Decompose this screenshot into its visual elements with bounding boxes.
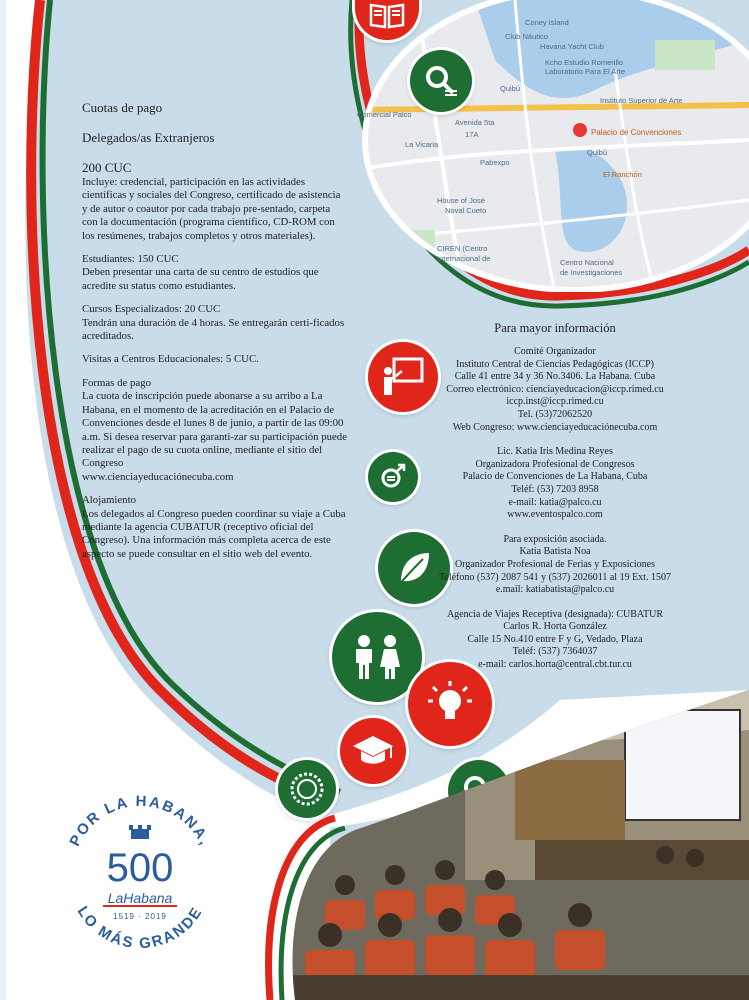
contact-web[interactable]: www.eventospalco.com: [507, 509, 603, 521]
map-label: CIREN (Centro: [437, 244, 488, 253]
contact-phone: Teléf: (53) 7203 8958: [511, 483, 599, 495]
contact-line: Lic. Katia Iris Medina Reyes: [497, 446, 613, 458]
contact-line: Agencia de Viajes Receptiva (designada): CUBATUR: [446, 608, 664, 620]
contact-line: Organizadora Profesional de Congresos: [475, 458, 635, 470]
map-label: 17A: [465, 130, 479, 139]
contact-web[interactable]: Web Congreso: www.cienciayeducaciónecuba.com: [452, 421, 658, 433]
courses-title: Cursos Especializados: 20 CUC: [82, 303, 221, 316]
contact-section: [430, 320, 680, 672]
contact-phone: Teléf: (537) 7364037: [512, 646, 598, 658]
map-label-venue: Palacio de Convenciones: [591, 128, 682, 137]
teacher-icon: [368, 342, 438, 412]
map-label: House of José: [437, 196, 485, 205]
conference-photo-graphic: [265, 690, 749, 1000]
logo-city: LaHabana: [107, 890, 173, 906]
contact-email[interactable]: e-mail: katia@palco.cu: [508, 496, 602, 508]
contact-line: Carlos R. Horta González: [503, 621, 607, 633]
gender-icon: [368, 452, 418, 502]
payment-title: Formas de pago: [82, 376, 151, 389]
map-label: La Vicaria: [405, 140, 439, 149]
map-label: Comercial Palco: [357, 110, 412, 119]
logo-years: 1519 · 2019: [113, 912, 167, 921]
contact-phone: Teléfono (537) 2087 541 y (537) 2026011 al 19 Ext. 1507: [439, 571, 671, 583]
map-label: El Ranchón: [603, 170, 642, 179]
fees-title: Cuotas de pago: [82, 100, 163, 115]
svg-text:POR LA HABANA,: [66, 793, 213, 849]
map-label: Instituto Superior de Arte: [600, 96, 683, 105]
contact-line: Palacio de Convenciones de La Habana, Cuba: [462, 471, 648, 483]
lodging-description: Los delegados al Congreso pueden coordinar su viaje a Cuba mediante la agencia CUBATUR (receptivo oficial del Congreso). Una información más completa acerca de este aspecto se puede consultar en el sitio web del evento.: [82, 507, 346, 560]
contact-block-palco: [430, 446, 680, 522]
castle-icon: [129, 825, 151, 839]
conference-photo: [265, 690, 749, 1000]
map-label: Coney Island: [525, 18, 569, 27]
delegates-description: Incluye: credencial, participación en las actividades científicas y sociales del Congreso, certificado de asistencia y de autor o coautor por cada trabajo pre-sentado, carpeta con la documentación (programa científico, CD-ROM con los resúmenes, trabajos completos y otros materiales).: [82, 176, 341, 242]
lodging-title: Alojamiento: [82, 494, 136, 507]
contact-block-organizing-committee: [430, 346, 680, 434]
contact-email[interactable]: e.mail: katiabatista@palco.cu: [495, 584, 615, 596]
logo-bottom-text: LO MÁS GRANDE: [73, 903, 207, 953]
map-label: Centro Nacional: [560, 258, 614, 267]
map-label: Havana Yacht Club: [540, 42, 604, 51]
contact-phone: Tel. (53)72062520: [517, 408, 593, 420]
map-label: Quibú: [587, 148, 608, 157]
students-title: Estudiantes: 150 CUC: [82, 253, 179, 266]
search-icon: [410, 50, 472, 112]
students-description: Deben presentar una carta de su centro de estudios que acredite su status como estudiantes.: [82, 266, 319, 292]
contact-email[interactable]: e-mail: carlos.horta@central.cbt.tur.cu: [478, 659, 632, 671]
map-label: Quibú: [500, 84, 521, 93]
contact-line: Calle 15 No.410 entre F y G, Vedado, Plaza: [467, 633, 643, 645]
map-label: Noval Cueto: [445, 206, 487, 215]
map-label: Club Náutico: [505, 32, 548, 41]
visits-fee: Visitas a Centros Educacionales: 5 CUC.: [82, 353, 259, 366]
contact-email[interactable]: Correo electrónico: cienciayeducacion@iccp.rimed.cu: [446, 383, 664, 395]
contact-line: Instituto Central de Ciencias Pedagógicas (ICCP): [455, 358, 655, 370]
logo-number: 500: [106, 846, 174, 890]
info-heading: Para mayor información: [494, 321, 616, 335]
payment-url[interactable]: www.cienciayeducaciónecuba.com: [82, 470, 234, 483]
map-label: Internacional de: [437, 254, 491, 263]
contact-email[interactable]: iccp.inst@iccp.rimed.cu: [506, 396, 604, 408]
contact-block-cubatur: [430, 609, 680, 672]
location-map[interactable]: [355, 0, 749, 292]
courses-description: Tendrán una duración de 4 horas. Se entregarán certi-ficados acreditados.: [82, 316, 345, 343]
map-label: de Investigaciones: [560, 268, 623, 277]
contact-line: Comité Organizador: [514, 346, 596, 357]
map-label: Kcho Estudio Romerillo: [545, 58, 623, 67]
habana-500-logo: [55, 785, 225, 960]
svg-text:LO MÁS GRANDE: [74, 903, 207, 952]
map-label: Laboratorio Para El Arte: [545, 67, 626, 76]
delegates-price: 200 CUC: [82, 160, 132, 175]
contact-line: Organizador Profesional de Ferias y Exposiciones: [454, 558, 656, 570]
children-icon: [332, 612, 422, 702]
map-label: Pabexpo: [480, 158, 510, 167]
logo-top-text: POR LA HABANA,: [66, 792, 214, 850]
payment-description: La cuota de inscripción puede abonarse a su arribo a La Habana, en el momento de la acreditación en el Palacio de Convenciones desde el lunes 8 de junio, a partir de las 09:00 a.m. Si desea reservar para garanti-zar su participación puede realizar el pago de su cuota online, mediante el sitio del Congreso: [82, 390, 347, 470]
contact-line: Para exposición asociada.: [503, 533, 607, 545]
fees-subtitle: Delegados/as Extranjeros: [82, 130, 215, 145]
contact-line: Calle 41 entre 34 y 36 No.3406. La Habana. Cuba: [454, 371, 656, 383]
map-label: Avenida 5ta: [455, 118, 495, 127]
contact-line: Katia Batista Noa: [519, 546, 591, 558]
contact-block-exposition: [430, 534, 680, 597]
fees-section: [82, 100, 347, 561]
